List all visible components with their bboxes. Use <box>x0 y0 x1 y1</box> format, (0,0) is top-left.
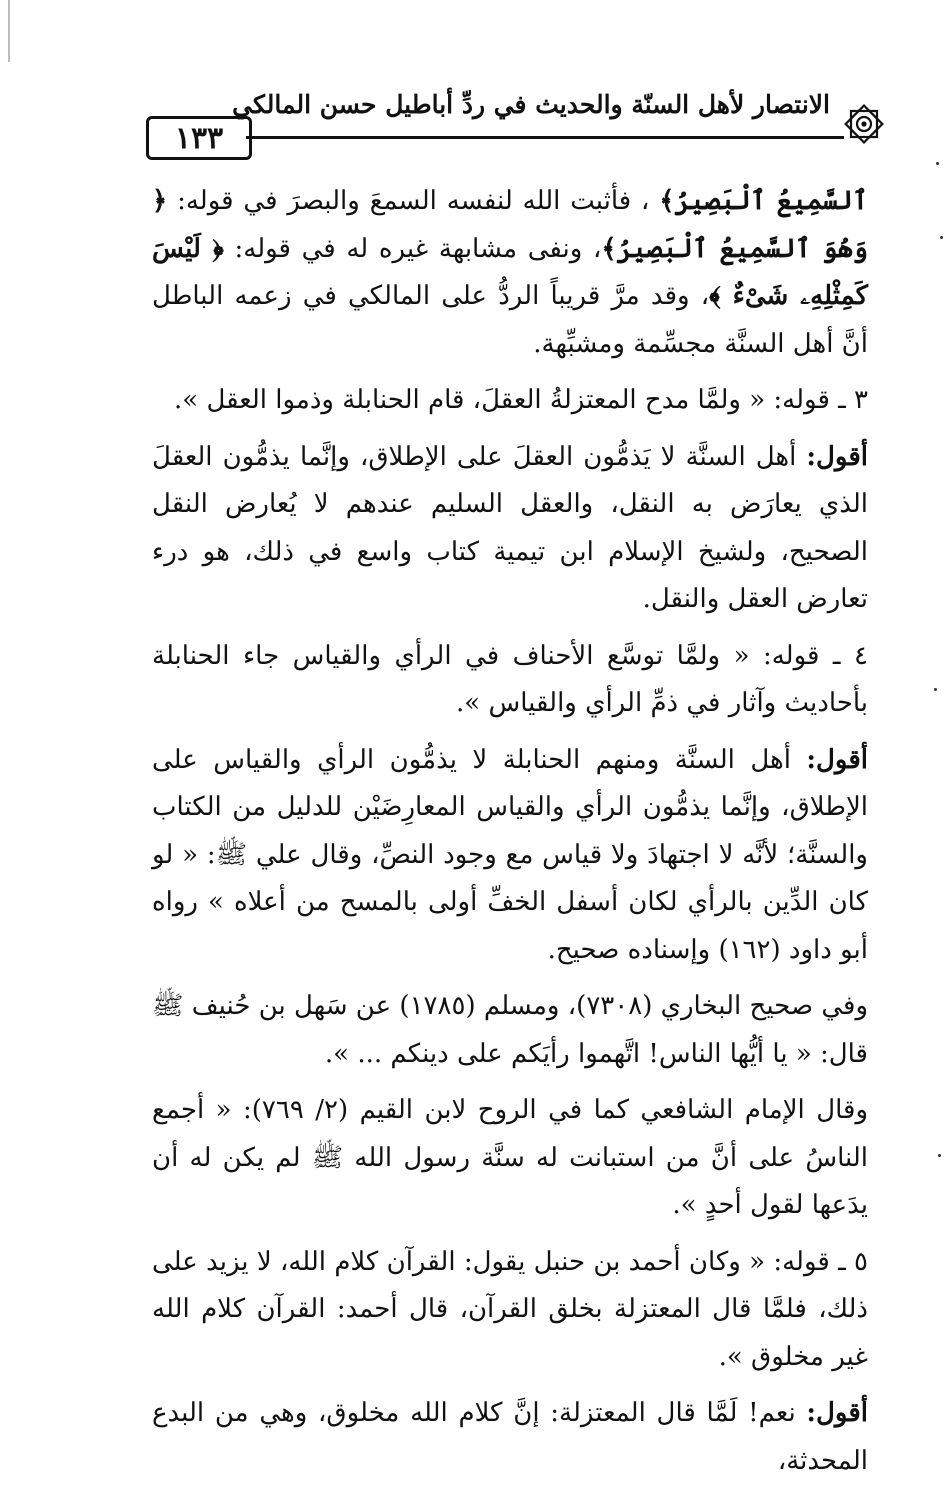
paragraph <box>152 1390 868 1485</box>
running-title: الانتصار لأهل السنّة والحديث في ردِّ أباطيل حسن المالكي <box>232 90 830 119</box>
paragraph-lead-word: أقول: <box>806 1398 868 1428</box>
paragraph-text: وفي صحيح البخاري (٧٣٠٨)، ومسلم (١٧٨٥) عن سَهل بن حُنيف ﷺ قال: « يا أيُّها الناس! اتَّهموا رأيَكم على دينكم ... ». <box>152 991 869 1069</box>
quran-quote: ٱلسَّمِيعُ ٱلْبَصِيرُ﴾ <box>659 186 868 216</box>
scan-edge-line <box>8 0 10 62</box>
scan-speck <box>940 236 943 239</box>
paragraph-text: ، فأثبت الله لنفسه السمعَ والبصرَ في قوله: <box>167 186 660 216</box>
paragraph-text: نعم! لَمَّا قال المعتزلة: إنَّ كلام الله مخلوق، وهي من البدع المحدثة، <box>152 1398 868 1476</box>
paragraph <box>152 983 868 1078</box>
paragraph <box>152 377 868 425</box>
page-header <box>128 86 888 158</box>
paragraph-text: أهل السنَّة ومنهم الحنابلة لا يذمُّون الرأي والقياس على الإطلاق، وإنَّما يذمُّون الرأي والقياس المعارِضَيْن للدليل من الكتاب والسنَّة؛ لأنَّه لا اجتهادَ ولا قياس مع وجود النصِّ، وقال علي ﷺ: « لو كان الدِّين بالرأي لكان أسفل الخفِّ أولى بالمسح من أعلاه » رواه أبو داود (١٦٢) وإسناده صحيح. <box>152 744 868 965</box>
paragraph-lead-word: أقول: <box>806 744 868 775</box>
scan-speck <box>934 688 937 691</box>
scan-speck <box>938 1154 941 1157</box>
paragraph <box>152 737 868 975</box>
paragraph-text: ، ونفى مشابهة غيره له في قوله: <box>223 233 602 264</box>
paragraph <box>152 633 868 728</box>
paragraph <box>152 178 868 368</box>
header-rule <box>246 136 844 139</box>
scan-speck <box>936 162 939 165</box>
paragraph-text: ٥ ـ قوله: « وكان أحمد بن حنبل يقول: القرآن كلام الله، لا يزيد على ذلك، فلمَّا قال المعتزلة بخلق القرآن، قال أحمد: القرآن كلام الله غير مخلوق ». <box>152 1246 868 1372</box>
octagram-ornament-icon <box>840 100 888 148</box>
paragraph <box>152 434 868 624</box>
quran-quote: ﴿ لَيْسَ كَمِثْلِهِۦ شَىْءٌ ﴾ <box>152 233 868 311</box>
paragraph <box>152 1239 868 1382</box>
paragraph-text: ٣ ـ قوله: « ولمَّا مدح المعتزلةُ العقلَ، قام الحنابلة وذموا العقل ». <box>174 385 868 415</box>
paragraph-text: وقال الإمام الشافعي كما في الروح لابن القيم (٢/ ٧٦٩): « أجمع الناسُ على أنَّ من استبانت له سنَّة رسول الله ﷺ لم يكن له أن يدَعها لقول أحدٍ ». <box>152 1095 868 1220</box>
paragraph-lead-word: أقول: <box>806 441 868 472</box>
paragraph-text: ٤ ـ قوله: « ولمَّا توسَّع الأحناف في الرأي والقياس جاء الحنابلة بأحاديث وآثار في ذمِّ الرأي والقياس ». <box>152 640 868 718</box>
page-number: ١٣٣ <box>146 116 252 160</box>
paragraph <box>152 1087 868 1230</box>
paragraph-text: ، وقد مرَّ قريباً الردُّ على المالكي في زعمه الباطل أنَّ أهل السنَّة مجسِّمة ومشبِّهة. <box>152 281 868 359</box>
quran-quote: ﴿ وَهُوَ ٱلسَّمِيعُ ٱلْبَصِيرُ﴾ <box>152 186 868 264</box>
page-body <box>152 178 868 1494</box>
paragraph-text: أهل السنَّة لا يَذمُّون العقلَ على الإطلاق، وإنَّما يذمُّون العقلَ الذي يعارَض به النقل، والعقل السليم عندهم لا يُعارض النقل الصحيح، ولشيخ الإسلام ابن تيمية كتاب واسع في ذلك، هو درء تعارض العقل والنقل. <box>152 441 868 614</box>
